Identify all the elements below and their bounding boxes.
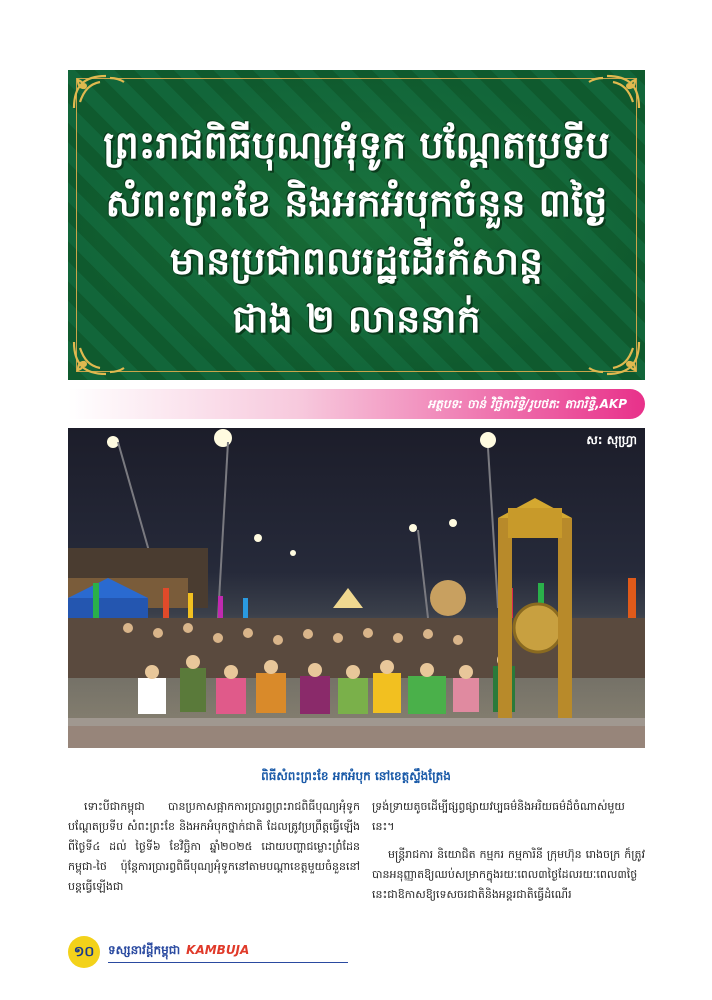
title-line: ជាង ២ លាននាក់: [232, 297, 481, 341]
body-paragraph: មន្ត្រីរាជការ និយោជិត កម្មករ កម្មការិនី ក្រុមហ៊ុន រោងចក្រ ក៏ត្រូវបានអនុញ្ញាតឱ្យឈប់សម្រាកក្នុងរយៈពេល៣ថ្ងៃដែលរយៈពេល៣ថ្ងៃនេះជាឱកាសឱ្យទេសចរជាតិនិងអន្តរជាតិធ្វើដំណើរ: [372, 848, 645, 901]
body-paragraph: ទោះបីជាកម្ពុជា បានប្រកាសផ្អាកការប្រារព្វព្រះរាជពិធីបុណ្យអុំទូក បណ្តែតប្រទីប សំពះព្រះខែ និងអកអំបុកថ្នាក់ជាតិ ដែលត្រូវប្រព្រឹត្តធ្វើឡើង ពីថ្ងៃទី៤ ដល់ ថ្ងៃទី៦ ខែវិច្ឆិកា ឆ្នាំ២០២៥ ដោយបញ្ហាជម្លោះព្រំដែន កម្ពុជា-ថៃ ប៉ុន្តែការប្រារព្វពិធីបុណ្យអុំទូកនៅតាមបណ្តាខេត្តមួយចំនួននៅបន្តធ្វើឡើងជា: [68, 800, 360, 893]
photo-caption: ពិធីសំពះព្រះខែ អកអំបុក នៅខេត្តស្ទឹងត្រែង: [261, 769, 451, 783]
page-number: ១០: [68, 936, 100, 968]
body-paragraph: ទ្រង់ទ្រាយតូចដើម្បីផ្សព្វផ្សាយវប្បធម៌និងអរិយធម៌ដ៏ចំណាស់មួយនេះ។: [372, 800, 625, 833]
title-line: សំពះព្រះខែ និងអកអំបុកចំនួន ៣ថ្ងៃ: [105, 181, 608, 225]
title-banner: [68, 70, 645, 380]
article-title: [88, 116, 625, 348]
magazine-name-latin: KAMBUJA: [186, 943, 250, 957]
body-column-left: [68, 797, 360, 897]
photo-credit: ស: សុហ្វ្រា: [586, 433, 637, 447]
magazine-name-khmer: ទស្សនាវដ្តីកម្ពុជា: [108, 943, 181, 957]
page-footer: [68, 936, 368, 968]
corner-ornament-icon: [70, 72, 130, 112]
title-line: មានប្រជាពលរដ្ឋដើរកំសាន្ត: [169, 239, 544, 283]
byline-text: អត្ថបទ: ចាន់ វិច្ឆិការិទ្ធិ/រូបថត: តារារិទ្ធិ,AKP: [427, 397, 627, 411]
footer-rule: [108, 962, 348, 963]
body-column-right: [372, 797, 645, 905]
byline-bar: [68, 389, 645, 419]
article-photo: [68, 428, 645, 748]
festival-scene-illustration: [68, 428, 645, 748]
corner-ornament-icon: [583, 72, 643, 112]
title-line: ព្រះរាជពិធីបុណ្យអុំទូក បណ្តែតប្រទីប: [103, 123, 610, 167]
magazine-name: [108, 942, 249, 960]
